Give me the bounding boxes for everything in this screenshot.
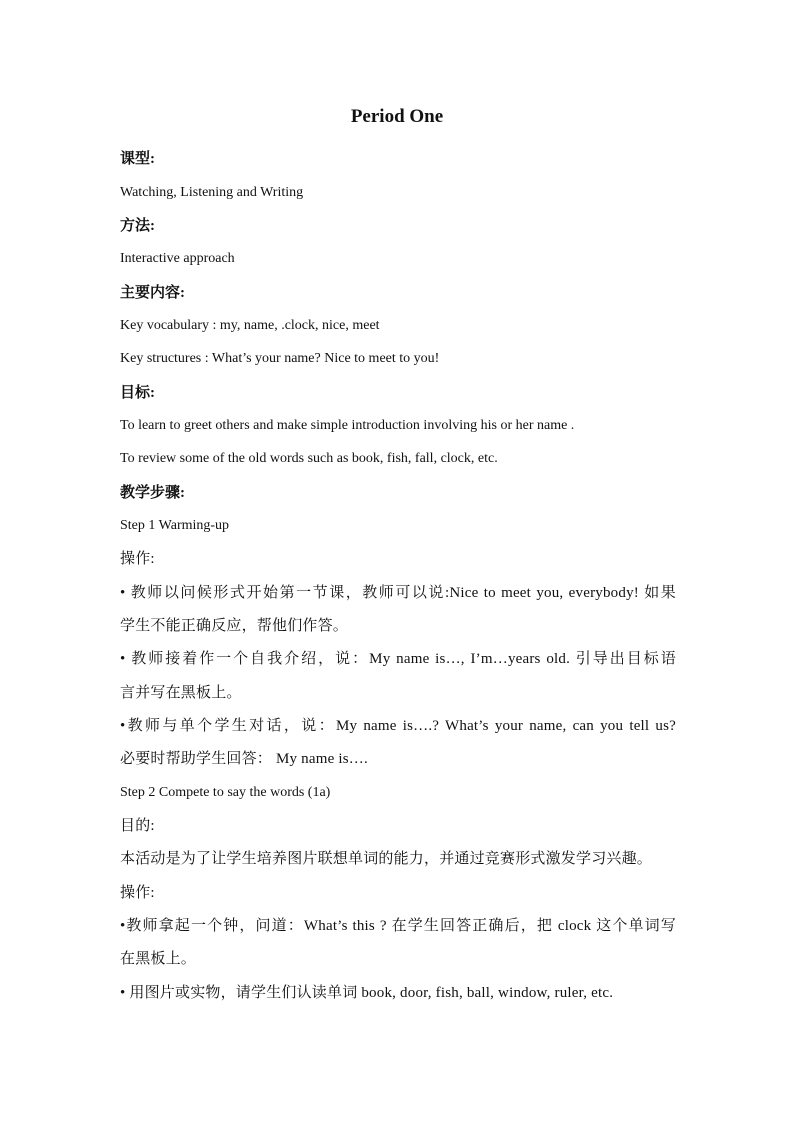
step-1-ops-label: 操作: bbox=[120, 551, 155, 567]
lesson-type-heading: 课型: bbox=[120, 151, 155, 167]
main-content-heading: 主要内容: bbox=[120, 285, 185, 301]
step-1-bullet-1-line-1: • 教师以问候形式开始第一节课，教师可以说:Nice to meet you, everybody! 如果 bbox=[120, 585, 676, 601]
step-2-bullet-2-line-1: • 用图片或实物，请学生们认读单词 book, door, fish, ball, window, ruler, etc. bbox=[120, 985, 614, 1001]
lesson-type-text: Watching, Listening and Writing bbox=[120, 185, 304, 200]
step-1-bullet-2-line-1: • 教师接着作一个自我介绍，说：My name is…, I’m…years old. 引导出目标语 bbox=[120, 651, 676, 667]
steps-heading: 教学步骤: bbox=[120, 485, 185, 501]
step-2-bullet-1-line-2: 在黑板上。 bbox=[120, 951, 197, 967]
step-2-title: Step 2 Compete to say the words (1a) bbox=[120, 785, 331, 800]
step-2-bullet-1-line-1: •教师拿起一个钟，问道：What’s this ? 在学生回答正确后，把 clock 这个单词写 bbox=[120, 918, 676, 934]
method-heading: 方法: bbox=[120, 218, 155, 234]
step-1-bullet-2-line-2: 言并写在黑板上。 bbox=[120, 685, 242, 701]
goals-heading: 目标: bbox=[120, 385, 155, 401]
page-title: Period One bbox=[350, 106, 444, 127]
step-1-title: Step 1 Warming-up bbox=[120, 518, 230, 533]
step-2-ops-label: 操作: bbox=[120, 885, 155, 901]
step-1-bullet-1-line-2: 学生不能正确反应，帮他们作答。 bbox=[120, 618, 349, 634]
step-1-bullet-3-line-2: 必要时帮助学生回答： My name is…. bbox=[120, 751, 368, 767]
method-text: Interactive approach bbox=[120, 251, 235, 266]
key-vocabulary: Key vocabulary : my, name, .clock, nice, meet bbox=[120, 318, 380, 333]
goal-2: To review some of the old words such as book, fish, fall, clock, etc. bbox=[120, 451, 498, 466]
goal-1: To learn to greet others and make simple introduction involving his or her name . bbox=[120, 418, 575, 433]
step-2-purpose-text: 本活动是为了让学生培养图片联想单词的能力，并通过竞赛形式激发学习兴趣。 bbox=[120, 851, 653, 867]
step-1-bullet-3-line-1: •教师与单个学生对话，说：My name is….? What’s your name, can you tell us? bbox=[120, 718, 676, 734]
step-2-purpose-label: 目的: bbox=[120, 818, 155, 834]
key-structures: Key structures : What’s your name? Nice to meet to you! bbox=[120, 351, 440, 366]
